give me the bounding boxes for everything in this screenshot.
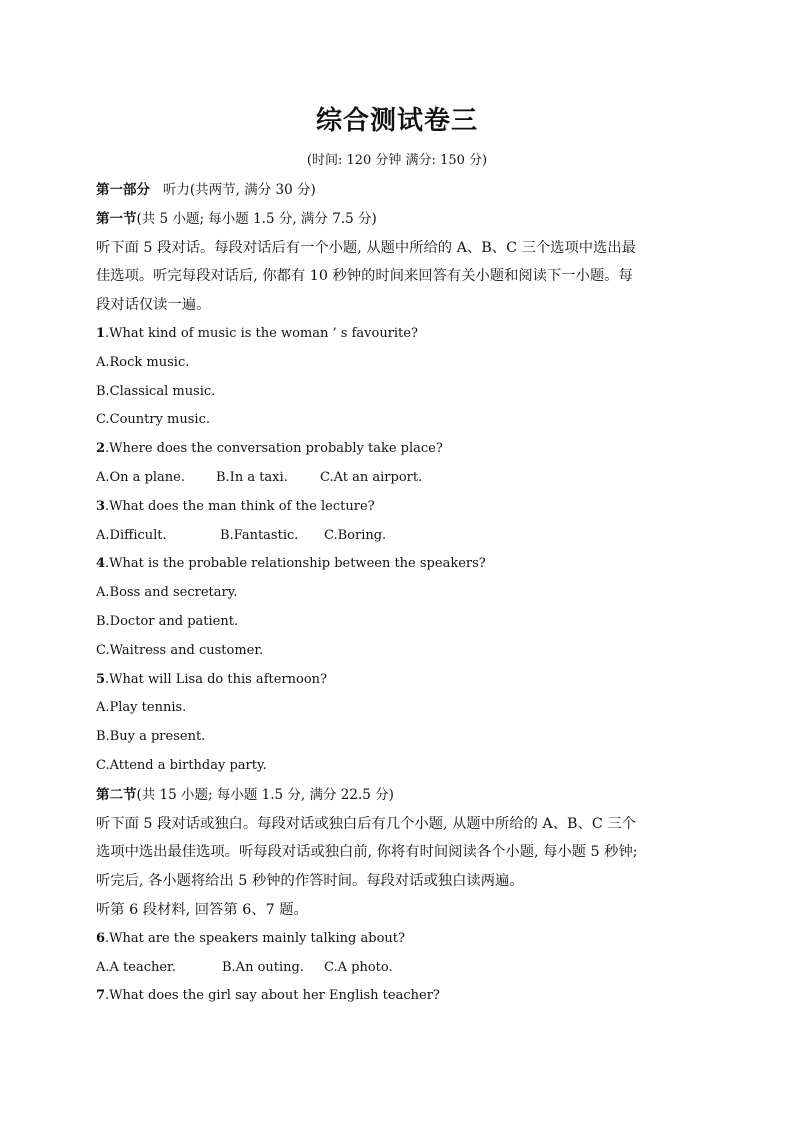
option: A.On a plane. — [96, 469, 185, 485]
option: A.Rock music. — [96, 354, 190, 370]
section-detail: (共 5 小题; 每小题 1.5 分, 满分 7.5 分) — [136, 210, 377, 227]
option: A.Boss and secretary. — [96, 585, 238, 601]
option: C.Waitress and customer. — [96, 642, 264, 658]
option: B.Fantastic. — [220, 527, 299, 543]
question-number: 5 — [96, 671, 106, 687]
question-number: 7 — [96, 988, 106, 1004]
question-number: 3 — [96, 498, 106, 514]
section-label: 第一节 — [96, 210, 137, 227]
section-heading — [96, 205, 706, 234]
question-number: 2 — [96, 441, 106, 457]
instruction-line: 选项中选出最佳选项。听每段对话或独白前, 你将有时间阅读各个小题, 每小题 5 秒钟; — [96, 844, 638, 861]
question-text: .What does the man think of the lecture? — [105, 498, 375, 514]
option: B.Buy a present. — [96, 729, 206, 745]
question-text: .Where does the conversation probably take place? — [105, 441, 443, 457]
option: B.In a taxi. — [216, 469, 288, 485]
question — [96, 320, 706, 349]
option: A.Play tennis. — [96, 700, 187, 716]
option: C.At an airport. — [320, 469, 423, 485]
exam-time-score: (时间: 120 分钟 满分: 150 分) — [306, 153, 488, 168]
option: C.A photo. — [324, 959, 393, 975]
instruction-line: 听下面 5 段对话或独白。每段对话或独白后有几个小题, 从题中所给的 A、B、C 三个 — [96, 815, 636, 832]
instruction-line: 段对话仅读一遍。 — [96, 297, 211, 314]
part-heading — [96, 176, 706, 205]
question-number: 4 — [96, 556, 106, 572]
section-label: 第二节 — [96, 786, 137, 803]
question-text: .What kind of music is the woman ’ s favourite? — [105, 325, 418, 341]
question — [96, 550, 706, 579]
part-label: 第一部分 — [96, 182, 150, 198]
section-heading — [96, 781, 706, 810]
option: A.A teacher. — [96, 959, 176, 975]
instruction-line: 听完后, 各小题将给出 5 秒钟的作答时间。每段对话或独白读两遍。 — [96, 873, 524, 890]
question — [96, 666, 706, 695]
option-row — [96, 522, 706, 551]
question — [96, 925, 706, 954]
question-text: .What is the probable relationship between the speakers? — [105, 556, 486, 572]
option: C.Boring. — [324, 527, 387, 543]
option: C.Attend a birthday party. — [96, 757, 267, 773]
instruction-line: 听下面 5 段对话。每段对话后有一个小题, 从题中所给的 A、B、C 三个选项中选出最 — [96, 239, 636, 256]
option: B.Classical music. — [96, 383, 216, 399]
question-text: .What does the girl say about her English teacher? — [105, 988, 440, 1004]
question-number: 6 — [96, 930, 106, 946]
question-text: .What are the speakers mainly talking about? — [105, 930, 405, 946]
exam-content — [96, 176, 706, 1011]
option: A.Difficult. — [96, 527, 167, 543]
question-text: .What will Lisa do this afternoon? — [105, 671, 327, 687]
section-detail: (共 15 小题; 每小题 1.5 分, 满分 22.5 分) — [136, 786, 394, 803]
option: C.Country music. — [96, 412, 210, 428]
question — [96, 493, 706, 522]
question — [96, 435, 706, 464]
option-row — [96, 954, 706, 983]
option: B.An outing. — [222, 959, 304, 975]
option-row — [96, 464, 706, 493]
question-number: 1 — [96, 325, 106, 341]
question — [96, 982, 706, 1011]
option: B.Doctor and patient. — [96, 613, 239, 629]
page-title: 综合测试卷三 — [315, 106, 478, 136]
part-title: 听力(共两节, 满分 30 分) — [162, 182, 316, 198]
instruction-line: 佳选项。听完每段对话后, 你都有 10 秒钟的时间来回答有关小题和阅读下一小题。每 — [96, 268, 633, 285]
material-note: 听第 6 段材料, 回答第 6、7 题。 — [96, 901, 308, 918]
